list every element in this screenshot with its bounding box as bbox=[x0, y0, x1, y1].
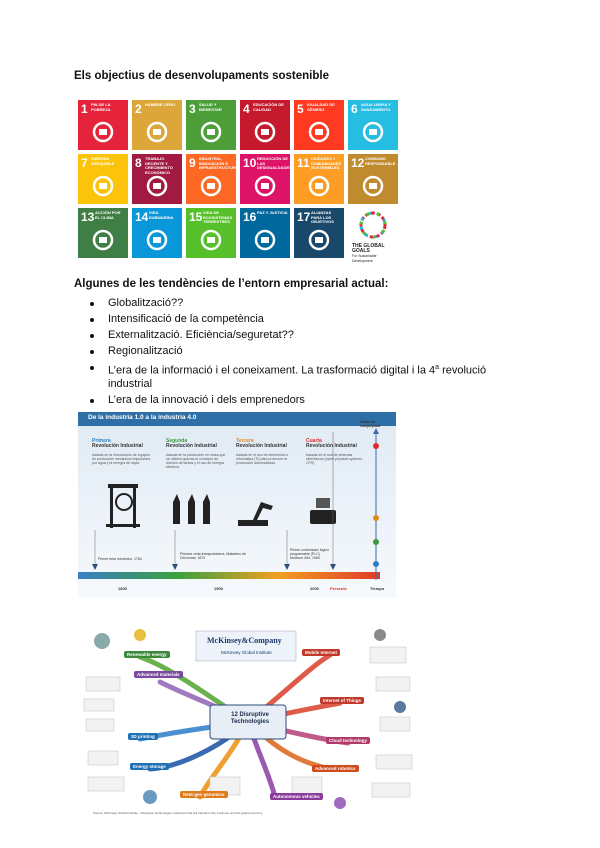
sdg-label: IGUALDAD DE GÉNERO bbox=[307, 102, 335, 112]
sdg-number: 7 bbox=[81, 156, 88, 170]
event-1: Primer telar mecánico, 1784 bbox=[98, 557, 142, 561]
sdg-number: 11 bbox=[297, 156, 310, 170]
sdg-number: 14 bbox=[135, 210, 149, 224]
mindmap-footer: Source: McKinsey Global Institute - Disruptive technologies: Advances that will transform life, business, and the global economy bbox=[93, 811, 263, 815]
year-present: Presente bbox=[330, 586, 347, 591]
sdg-goal-icon bbox=[248, 118, 282, 146]
bullet-icon bbox=[90, 366, 94, 370]
global-goals-logo bbox=[348, 208, 398, 263]
sdg-label: PAZ Y JUSTICIA bbox=[257, 210, 288, 215]
sdg-tile-3 bbox=[186, 100, 236, 150]
sdg-grid bbox=[78, 100, 398, 263]
list-item: Intensificació de la competència bbox=[90, 313, 510, 327]
sdg-label: INDUSTRIA, INNOVACIÓN E INFRAESTRUCTURA bbox=[199, 156, 239, 170]
stage-2: Segunda Revolución Industrial basada en la producción en masa que se obtiene gracias al concepto de división de tareas y el uso de energía eléctrica bbox=[166, 438, 226, 469]
sdg-goal-icon bbox=[356, 118, 390, 146]
sdg-goal-icon bbox=[86, 118, 120, 146]
sdg-number: 15 bbox=[189, 210, 203, 224]
sdg-number: 3 bbox=[189, 102, 196, 116]
sdg-label: ACCIÓN POR EL CLIMA bbox=[95, 210, 121, 220]
sdg-number: 16 bbox=[243, 210, 257, 224]
branch-renewable-energy: Renewable energy bbox=[124, 651, 170, 658]
mindmap-brand: McKinsey&Company bbox=[207, 636, 282, 645]
branch-advanced-materials: Advanced materials bbox=[134, 671, 183, 678]
mindmap-brand-sub: McKinsey Global Institute bbox=[221, 650, 272, 655]
sdg-tile-17 bbox=[294, 208, 344, 258]
sdg-label: ALIANZAS PARA LOS OBJETIVOS bbox=[311, 210, 334, 224]
sdg-tile-13 bbox=[78, 208, 128, 258]
list-item: Globalització?? bbox=[90, 297, 510, 311]
global-goals-sub: For Sustainable Development bbox=[352, 254, 377, 263]
sdg-tile-11 bbox=[294, 154, 344, 204]
year-1800: 1800 bbox=[118, 586, 127, 591]
sdg-tile-8 bbox=[132, 154, 182, 204]
event-3: Primer controlador lógico programable (PLC) Modicon 084, 1969 bbox=[290, 548, 329, 560]
sdg-number: 8 bbox=[135, 156, 142, 170]
sdg-label: EDUCACIÓN DE CALIDAD bbox=[253, 102, 284, 112]
sdg-tile-1 bbox=[78, 100, 128, 150]
disruptive-tech-mindmap bbox=[80, 627, 416, 817]
trends-list bbox=[90, 297, 510, 410]
sdg-goal-icon bbox=[86, 226, 120, 254]
branch-autonomous-vehicles: Autonomous vehicles bbox=[270, 793, 323, 800]
sdg-goal-icon bbox=[194, 226, 228, 254]
sdg-goal-icon bbox=[302, 118, 336, 146]
sdg-tile-7 bbox=[78, 154, 128, 204]
sdg-goal-icon bbox=[248, 172, 282, 200]
sdg-tile-6 bbox=[348, 100, 398, 150]
sdg-label: VIDA SUBMARINA bbox=[149, 210, 174, 220]
sdg-number: 13 bbox=[81, 210, 95, 224]
sdg-tile-5 bbox=[294, 100, 344, 150]
sdg-tile-12 bbox=[348, 154, 398, 204]
sdg-goal-icon bbox=[140, 226, 174, 254]
sdg-tile-16 bbox=[240, 208, 290, 258]
heading-trends: Algunes de les tendències de l’entorn empresarial actual: bbox=[74, 278, 389, 290]
sdg-goal-icon bbox=[302, 226, 336, 254]
sdg-goal-icon bbox=[194, 118, 228, 146]
sdg-label: CIUDADES Y COMUNIDADES SOSTENIBLES bbox=[311, 156, 342, 170]
sdg-goal-icon bbox=[140, 118, 174, 146]
list-item: L’era de la innovació i dels emprenedors bbox=[90, 394, 510, 408]
stage-4: Cuarta Revolución Industrial basada en el uso de sistemas ciberfísicos (cyber-physical systems - CPS) bbox=[306, 438, 364, 465]
sdg-goal-icon bbox=[248, 226, 282, 254]
year-2000: 2000 bbox=[310, 586, 319, 591]
branch-mobile-internet: Mobile Internet bbox=[302, 649, 340, 656]
industry-diagram bbox=[78, 412, 396, 598]
list-item: Regionalització bbox=[90, 345, 510, 359]
sdg-tile-10 bbox=[240, 154, 290, 204]
bullet-icon bbox=[90, 350, 94, 354]
sdg-label: REDUCCIÓN DE LAS DESIGUALDADES bbox=[257, 156, 292, 170]
bullet-icon bbox=[90, 318, 94, 322]
sdg-tile-2 bbox=[132, 100, 182, 150]
complexity-label: Grado de complejidad bbox=[360, 420, 381, 428]
time-label: Tiempo bbox=[370, 586, 385, 591]
sdg-number: 10 bbox=[243, 156, 257, 170]
sdg-label: SALUD Y BIENESTAR bbox=[199, 102, 222, 112]
sdg-label: CONSUMO RESPONSABLE bbox=[365, 156, 396, 166]
sdg-number: 1 bbox=[81, 102, 88, 116]
stage-3: Tercera Revolución Industrial basada en el uso de electrónica e informática (TI) para promover la producción automatizada bbox=[236, 438, 289, 465]
sdg-label: TRABAJO DECENTE Y CRECIMIENTO ECONÓMICO bbox=[145, 156, 173, 175]
branch-cloud-technology: Cloud technology bbox=[326, 737, 370, 744]
sdg-number: 9 bbox=[189, 156, 196, 170]
bullet-icon bbox=[90, 334, 94, 338]
branch-internet-of-things: Internet of Things bbox=[320, 697, 364, 704]
branch-next-gen-genomics: Next-gen genomics bbox=[180, 791, 228, 798]
bullet-icon bbox=[90, 302, 94, 306]
branch-energy-storage: Energy storage bbox=[130, 763, 169, 770]
sdg-tile-4 bbox=[240, 100, 290, 150]
sdg-tile-15 bbox=[186, 208, 236, 258]
sdg-tile-9 bbox=[186, 154, 239, 204]
sdg-goal-icon bbox=[356, 172, 390, 200]
sdg-label: VIDA DE ECOSISTEMAS TERRESTRES bbox=[203, 210, 233, 224]
sdg-label: FIN DE LA POBREZA bbox=[91, 102, 111, 112]
sdg-goal-icon bbox=[194, 172, 228, 200]
sdg-label: HAMBRE CERO bbox=[145, 102, 176, 107]
global-goals-title: THE GLOBAL GOALS bbox=[352, 243, 385, 254]
sdg-label: AGUA LIMPIA Y SANEAMIENTO bbox=[361, 102, 391, 112]
sdg-number: 5 bbox=[297, 102, 304, 116]
global-goals-wheel-icon bbox=[348, 208, 398, 242]
sdg-tile-14 bbox=[132, 208, 182, 258]
sdg-number: 6 bbox=[351, 102, 358, 116]
year-1900: 1900 bbox=[214, 586, 223, 591]
sdg-label: ENERGÍA ASEQUIBLE bbox=[91, 156, 115, 166]
sdg-number: 12 bbox=[351, 156, 365, 170]
event-2: Primera cinta transportadora, Matadero de Cincinnati, 1870 bbox=[180, 552, 246, 560]
sdg-goal-icon bbox=[140, 172, 174, 200]
branch-advanced-robotics: Advanced robotics bbox=[312, 765, 359, 772]
stage-1: Primera Revolución Industrial basada en la introducción de equipos de producción mecánicos impulsados por agua y la energía de vapor bbox=[92, 438, 151, 465]
sdg-goal-icon bbox=[302, 172, 336, 200]
branch-3d-printing: 3D printing bbox=[128, 733, 158, 740]
heading-sdg: Els objectius de desenvolupaments sostenible bbox=[74, 70, 329, 82]
industry-title: De la industria 1.0 a la industria 4.0 bbox=[88, 414, 197, 421]
list-item: L’era de la informació i el coneixament. La trasformació digital i la 4$^a$ revolució industrial bbox=[90, 361, 510, 392]
sdg-number: 2 bbox=[135, 102, 142, 116]
mindmap-center: 12 Disruptive Technologies bbox=[230, 712, 270, 725]
list-item: Externalització. Eficiència/seguretat?? bbox=[90, 329, 510, 343]
sdg-number: 17 bbox=[297, 210, 311, 224]
sdg-number: 4 bbox=[243, 102, 250, 116]
bullet-icon bbox=[90, 399, 94, 403]
sdg-goal-icon bbox=[86, 172, 120, 200]
